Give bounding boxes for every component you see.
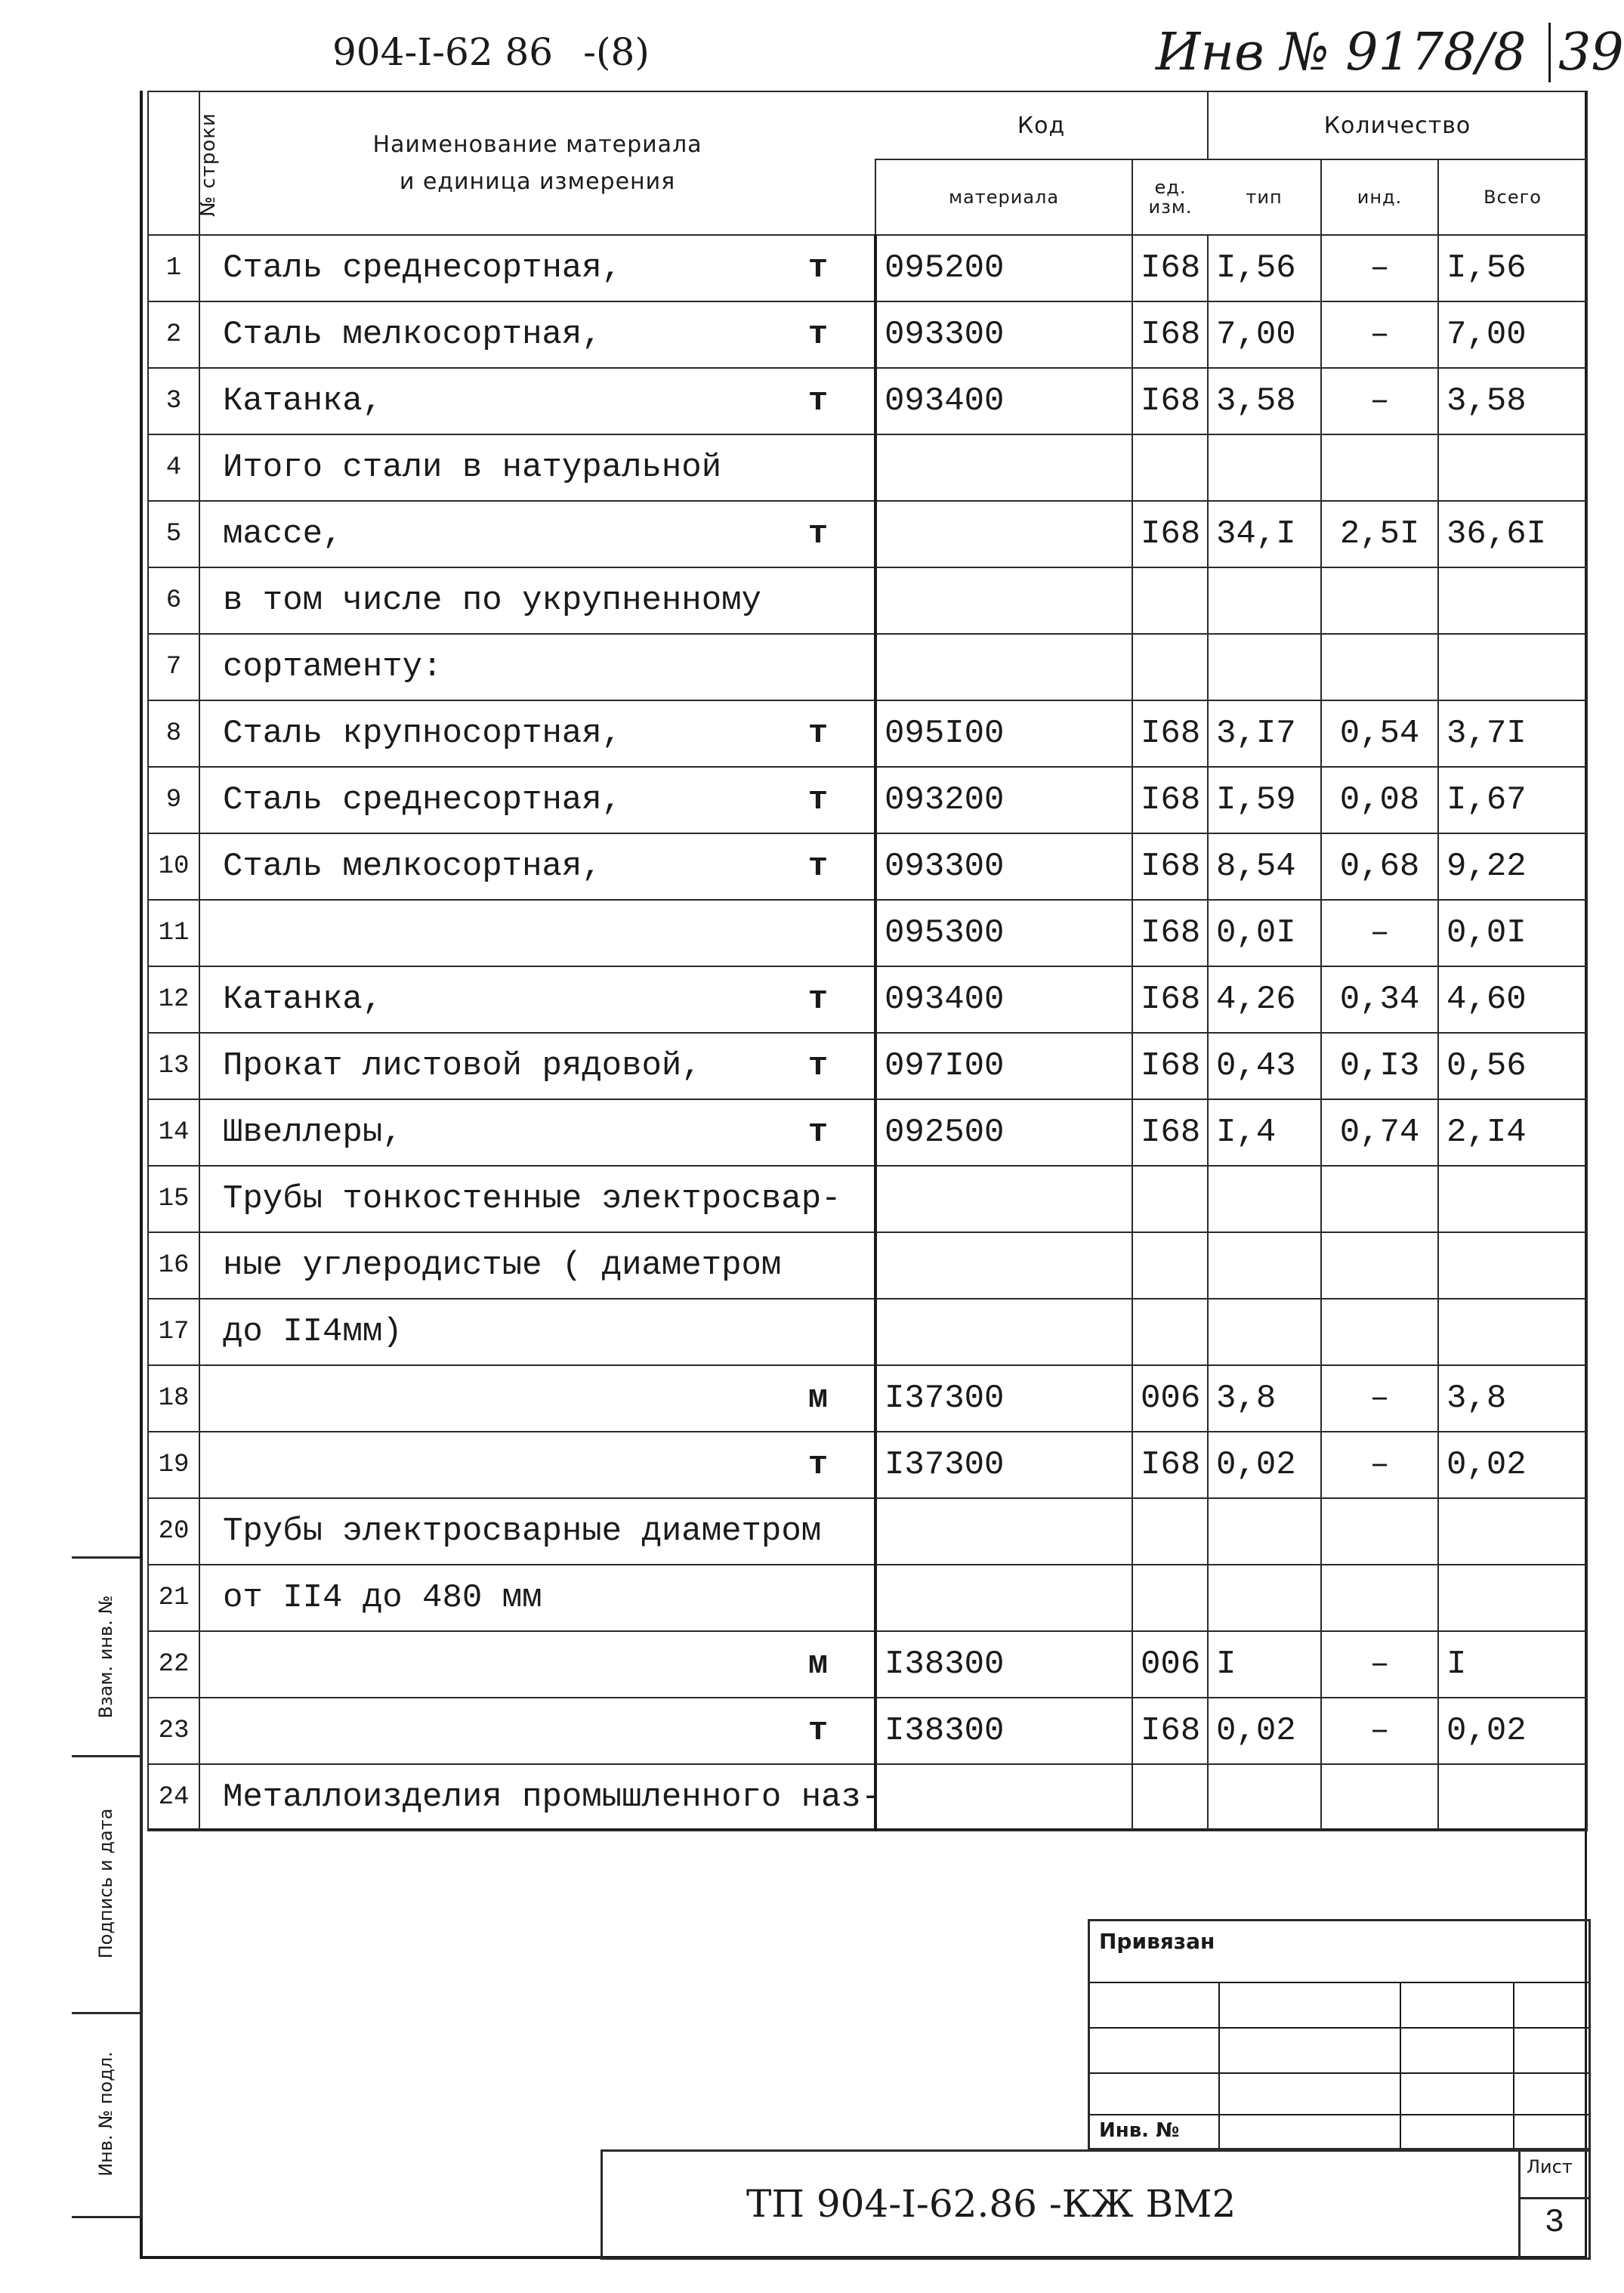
qty-tip (1208, 1764, 1321, 1831)
qty-total: 0,02 (1438, 1432, 1587, 1498)
qty-total: 2,I4 (1438, 1099, 1587, 1166)
unit-short: т (762, 301, 875, 368)
material-code: 092500 (875, 1099, 1132, 1166)
material-name: сортаменту: (199, 634, 762, 700)
qty-ind (1321, 434, 1438, 501)
material-code: I38300 (875, 1698, 1132, 1764)
row-number: 1 (148, 235, 199, 301)
unit-code: I68 (1132, 900, 1208, 966)
material-name: Сталь мелкосортная, (199, 833, 762, 900)
qty-ind: – (1321, 235, 1438, 301)
qty-ind (1321, 1565, 1438, 1631)
qty-ind: 0,34 (1321, 966, 1438, 1033)
stamp-divider (1513, 1982, 1514, 2148)
row-number: 5 (148, 501, 199, 567)
unit-code (1132, 1299, 1208, 1365)
row-number: 21 (148, 1565, 199, 1631)
material-code: 095300 (875, 900, 1132, 966)
qty-total: 0,02 (1438, 1698, 1587, 1764)
doc-number: 904-I-62 86 (332, 30, 554, 74)
table-row (148, 1365, 1587, 1432)
table-row (148, 1565, 1587, 1631)
unit-short: м (762, 1631, 875, 1698)
qty-tip (1208, 567, 1321, 634)
unit-code (1132, 1565, 1208, 1631)
row-number: 9 (148, 767, 199, 833)
sheet-label: Лист (1527, 2156, 1573, 2177)
unit-code (1132, 1232, 1208, 1299)
qty-total: 3,8 (1438, 1365, 1587, 1432)
material-name: Прокат листовой рядовой, (199, 1033, 762, 1099)
col-code: Код (875, 91, 1208, 159)
unit-short (762, 1299, 875, 1365)
unit-code (1132, 1166, 1208, 1232)
col-name-line2: и единица измерения (399, 168, 676, 195)
material-name: Швеллеры, (199, 1099, 762, 1166)
material-code: 093200 (875, 767, 1132, 833)
unit-code: I68 (1132, 966, 1208, 1033)
material-code (875, 1232, 1132, 1299)
col-ind: инд. (1321, 159, 1438, 235)
qty-tip (1208, 634, 1321, 700)
page-mark: 39 (1548, 23, 1624, 82)
qty-ind (1321, 1166, 1438, 1232)
row-number: 18 (148, 1365, 199, 1432)
row-number: 14 (148, 1099, 199, 1166)
material-code (875, 1299, 1132, 1365)
table-row (148, 966, 1587, 1033)
document-code: ТП 904-I-62.86 -КЖ ВМ2 (746, 2182, 1237, 2226)
qty-total: 9,22 (1438, 833, 1587, 900)
table-row (148, 634, 1587, 700)
table-row (148, 1498, 1587, 1565)
table-row (148, 900, 1587, 966)
unit-code (1132, 1498, 1208, 1565)
qty-tip: 34,I (1208, 501, 1321, 567)
qty-ind: – (1321, 301, 1438, 368)
material-code (875, 634, 1132, 700)
unit-code: I68 (1132, 833, 1208, 900)
row-number: 22 (148, 1631, 199, 1698)
qty-total (1438, 1299, 1587, 1365)
material-code: 097I00 (875, 1033, 1132, 1099)
qty-ind (1321, 1232, 1438, 1299)
row-number: 19 (148, 1432, 199, 1498)
qty-tip: I (1208, 1631, 1321, 1698)
material-code: I37300 (875, 1365, 1132, 1432)
unit-code (1132, 567, 1208, 634)
qty-ind: 0,68 (1321, 833, 1438, 900)
unit-short: т (762, 767, 875, 833)
sidebar-signature: Подпись и дата (72, 1755, 142, 2014)
unit-short (762, 567, 875, 634)
doc-suffix: -(8) (583, 30, 650, 74)
qty-total (1438, 634, 1587, 700)
qty-ind: – (1321, 900, 1438, 966)
row-number: 3 (148, 368, 199, 434)
qty-ind: 2,5I (1321, 501, 1438, 567)
row-number: 11 (148, 900, 199, 966)
row-number: 6 (148, 567, 199, 634)
header-inventory (1156, 23, 1624, 82)
qty-tip: I,59 (1208, 767, 1321, 833)
unit-code: I68 (1132, 1432, 1208, 1498)
row-number: 23 (148, 1698, 199, 1764)
qty-ind (1321, 1764, 1438, 1831)
unit-code: I68 (1132, 1099, 1208, 1166)
inv-number-label: Инв. № (1099, 2119, 1180, 2142)
qty-total (1438, 1232, 1587, 1299)
unit-code: I68 (1132, 301, 1208, 368)
unit-short (762, 1565, 875, 1631)
qty-total: 3,58 (1438, 368, 1587, 434)
row-number: 8 (148, 700, 199, 767)
row-number: 16 (148, 1232, 199, 1299)
qty-ind: 0,I3 (1321, 1033, 1438, 1099)
unit-code: 006 (1132, 1365, 1208, 1432)
unit-code: 006 (1132, 1631, 1208, 1698)
sidebar-inv-podl: Инв. № подл. (72, 2012, 142, 2218)
material-code: 095I00 (875, 700, 1132, 767)
unit-short: т (762, 833, 875, 900)
unit-short: т (762, 501, 875, 567)
stamp-divider (1400, 1982, 1401, 2148)
row-number: 13 (148, 1033, 199, 1099)
table-row (148, 833, 1587, 900)
header-doc-number (332, 30, 650, 74)
col-total: Всего (1438, 159, 1587, 235)
row-number: 10 (148, 833, 199, 900)
table-row (148, 700, 1587, 767)
row-number: 12 (148, 966, 199, 1033)
table-row (148, 767, 1587, 833)
qty-ind (1321, 634, 1438, 700)
material-code: 093300 (875, 833, 1132, 900)
qty-tip: 0,02 (1208, 1432, 1321, 1498)
material-code (875, 1764, 1132, 1831)
sidebar-vzam: Взам. инв. № (72, 1559, 142, 1757)
unit-short: т (762, 1432, 875, 1498)
sheet-number: 3 (1521, 2197, 1588, 2242)
col-quantity: Количество (1208, 91, 1587, 159)
qty-total (1438, 1565, 1587, 1631)
material-code: 095200 (875, 235, 1132, 301)
qty-tip (1208, 1166, 1321, 1232)
unit-short: т (762, 235, 875, 301)
material-code (875, 1166, 1132, 1232)
qty-tip: 3,58 (1208, 368, 1321, 434)
qty-tip (1208, 1565, 1321, 1631)
material-code: 093400 (875, 966, 1132, 1033)
qty-ind (1321, 567, 1438, 634)
qty-tip (1208, 1299, 1321, 1365)
table-row (148, 1764, 1587, 1831)
unit-short (762, 634, 875, 700)
row-number: 15 (148, 1166, 199, 1232)
material-code (875, 434, 1132, 501)
unit-code: I68 (1132, 767, 1208, 833)
qty-tip (1208, 1498, 1321, 1565)
unit-short: т (762, 1099, 875, 1166)
col-tip: тип (1208, 159, 1321, 235)
material-code (875, 1565, 1132, 1631)
material-code: 093300 (875, 301, 1132, 368)
material-name: Сталь крупносортная, (199, 700, 762, 767)
unit-code: I68 (1132, 235, 1208, 301)
material-name: в том числе по укрупненному (199, 567, 762, 634)
material-code (875, 501, 1132, 567)
table-row (148, 1099, 1587, 1166)
qty-ind: – (1321, 368, 1438, 434)
bound-label: Привязан (1099, 1929, 1215, 1954)
row-number: 17 (148, 1299, 199, 1365)
material-name (199, 1365, 762, 1432)
sheet-cell (1518, 2152, 1588, 2257)
qty-ind: 0,08 (1321, 767, 1438, 833)
col-name-line1: Наименование материала (372, 131, 702, 158)
material-code: I38300 (875, 1631, 1132, 1698)
sidebar-stamp (72, 1556, 140, 2216)
material-code (875, 567, 1132, 634)
material-name: от II4 до 480 мм (199, 1565, 762, 1631)
qty-total (1438, 1764, 1587, 1831)
row-number: 7 (148, 634, 199, 700)
table-row (148, 567, 1587, 634)
unit-short: т (762, 368, 875, 434)
unit-code (1132, 634, 1208, 700)
unit-code: I68 (1132, 700, 1208, 767)
qty-tip: 0,02 (1208, 1698, 1321, 1764)
qty-ind (1321, 1498, 1438, 1565)
qty-tip: 8,54 (1208, 833, 1321, 900)
material-name: Металлоизделия промышленного наз- (199, 1764, 762, 1831)
qty-tip: 4,26 (1208, 966, 1321, 1033)
col-unit: ед. изм. (1132, 159, 1208, 235)
table-row (148, 368, 1587, 434)
material-name: массе, (199, 501, 762, 567)
col-name (199, 91, 875, 235)
qty-ind: – (1321, 1698, 1438, 1764)
qty-ind: – (1321, 1365, 1438, 1432)
material-name (199, 900, 762, 966)
material-name: Трубы электросварные диаметром (199, 1498, 762, 1565)
material-name: Сталь мелкосортная, (199, 301, 762, 368)
unit-code: I68 (1132, 1698, 1208, 1764)
qty-tip: 3,I7 (1208, 700, 1321, 767)
table-row (148, 1631, 1587, 1698)
unit-short (762, 900, 875, 966)
qty-total (1438, 1166, 1587, 1232)
unit-code (1132, 1764, 1208, 1831)
material-name: Трубы тонкостенные электросвар- (199, 1166, 762, 1232)
table-row (148, 1299, 1587, 1365)
unit-short: т (762, 966, 875, 1033)
qty-ind: – (1321, 1432, 1438, 1498)
stamp-divider (1218, 1982, 1220, 2148)
table-row (148, 1033, 1587, 1099)
material-name: Итого стали в натуральной (199, 434, 762, 501)
qty-total: 3,7I (1438, 700, 1587, 767)
qty-total: 4,60 (1438, 966, 1587, 1033)
material-name (199, 1432, 762, 1498)
qty-total (1438, 567, 1587, 634)
material-name: Сталь среднесортная, (199, 235, 762, 301)
unit-code: I68 (1132, 1033, 1208, 1099)
qty-tip: 0,43 (1208, 1033, 1321, 1099)
row-number: 20 (148, 1498, 199, 1565)
material-name (199, 1631, 762, 1698)
qty-tip: I,4 (1208, 1099, 1321, 1166)
qty-tip: 3,8 (1208, 1365, 1321, 1432)
qty-ind: – (1321, 1631, 1438, 1698)
table-row (148, 1232, 1587, 1299)
material-name: Сталь среднесортная, (199, 767, 762, 833)
qty-tip (1208, 1232, 1321, 1299)
row-number: 4 (148, 434, 199, 501)
material-code (875, 1498, 1132, 1565)
qty-total: 36,6I (1438, 501, 1587, 567)
spec-table (147, 91, 1588, 1831)
qty-total: 7,00 (1438, 301, 1587, 368)
qty-ind (1321, 1299, 1438, 1365)
qty-total: I,67 (1438, 767, 1587, 833)
qty-tip: 7,00 (1208, 301, 1321, 368)
material-name: Катанка, (199, 368, 762, 434)
unit-short: т (762, 700, 875, 767)
table-row (148, 1166, 1587, 1232)
unit-code: I68 (1132, 368, 1208, 434)
table-row (148, 235, 1587, 301)
qty-ind: 0,74 (1321, 1099, 1438, 1166)
material-name: Катанка, (199, 966, 762, 1033)
material-code: I37300 (875, 1432, 1132, 1498)
col-material: материала (875, 159, 1132, 235)
qty-tip: I,56 (1208, 235, 1321, 301)
qty-total: 0,56 (1438, 1033, 1587, 1099)
title-block (601, 2149, 1591, 2260)
binding-stamp (1088, 1919, 1591, 2150)
qty-total: I (1438, 1631, 1587, 1698)
material-code: 093400 (875, 368, 1132, 434)
unit-code: I68 (1132, 501, 1208, 567)
unit-short: т (762, 1033, 875, 1099)
qty-tip: 0,0I (1208, 900, 1321, 966)
qty-total: I,56 (1438, 235, 1587, 301)
unit-short (762, 434, 875, 501)
unit-short: м (762, 1365, 875, 1432)
table-row (148, 301, 1587, 368)
qty-total (1438, 1498, 1587, 1565)
qty-tip (1208, 434, 1321, 501)
unit-code (1132, 434, 1208, 501)
table-row (148, 1698, 1587, 1764)
qty-total (1438, 434, 1587, 501)
row-number: 24 (148, 1764, 199, 1831)
table-row (148, 501, 1587, 567)
material-name: до II4мм) (199, 1299, 762, 1365)
qty-total: 0,0I (1438, 900, 1587, 966)
inventory-number: Инв № 9178/8 (1156, 23, 1527, 82)
table-row (148, 434, 1587, 501)
table-row (148, 1432, 1587, 1498)
material-name (199, 1698, 762, 1764)
material-name: ные углеродистые ( диаметром (199, 1232, 762, 1299)
qty-ind: 0,54 (1321, 700, 1438, 767)
unit-short: т (762, 1698, 875, 1764)
row-number: 2 (148, 301, 199, 368)
col-row-number: № строки (148, 91, 199, 235)
